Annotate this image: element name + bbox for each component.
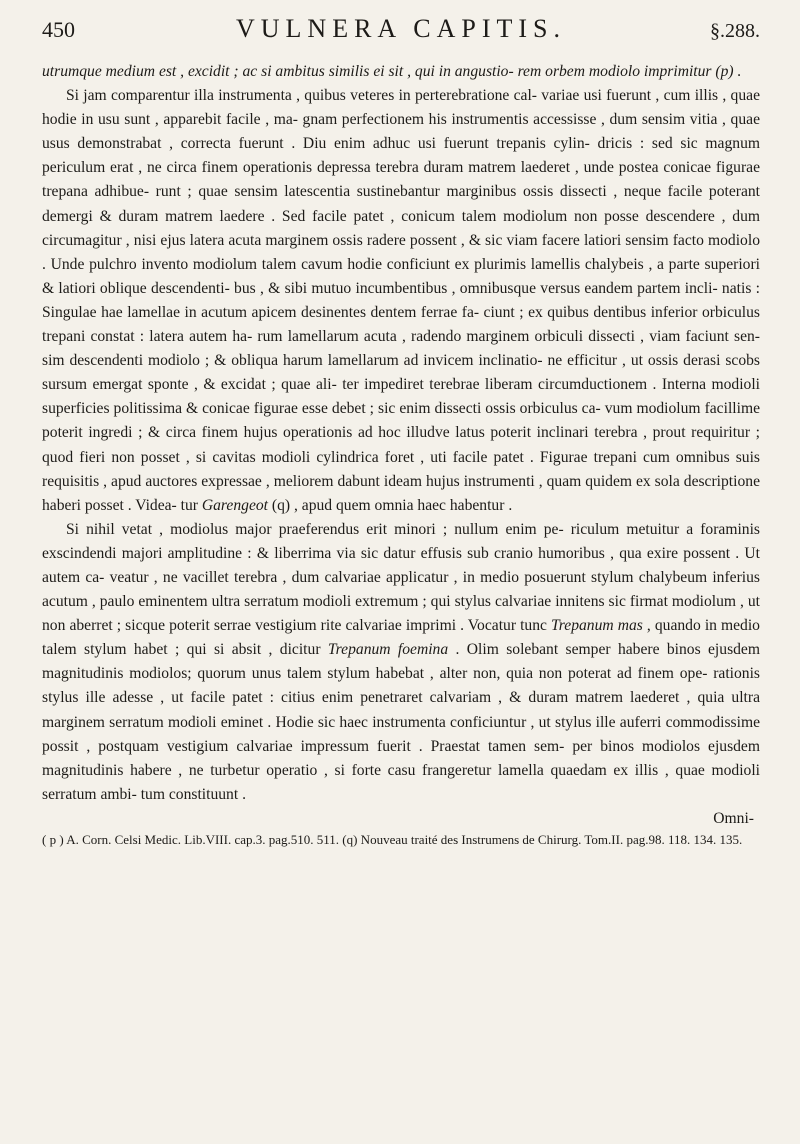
running-head	[42, 14, 760, 60]
italic-text: utrumque medium est , excidit ; ac si ambitus similis ei sit , qui in angustio- rem orbem modiolo imprimitur (p) .	[42, 63, 742, 80]
catchword: Omni-	[713, 809, 754, 827]
italic-text: Trepanum mas	[550, 617, 643, 635]
page-number: 450	[42, 17, 75, 42]
text-run: , quando in medio talem stylum habet ; qui si absit , dicitur	[42, 617, 760, 659]
paragraph	[42, 518, 760, 807]
text-run: (q) , apud quem omnia haec habentur .	[268, 496, 513, 514]
italic-text: Garengeot	[201, 496, 268, 514]
section-number: §.288.	[710, 20, 760, 42]
footnotes	[42, 831, 760, 849]
footnote: ( p ) A. Corn. Celsi Medic. Lib.VIII. cap.3. pag.510. 511. (q) Nouveau traité des Instrumens de Chirurg. Tom.II. pag.98. 118. 134. 135.	[42, 831, 743, 847]
italic-text: Trepanum foemina	[327, 641, 449, 659]
body-text	[42, 60, 760, 807]
running-title: VULNERA CAPITIS.	[235, 14, 566, 43]
paragraph	[42, 60, 760, 84]
text-run: Si jam comparentur illa instrumenta , quibus veteres in perterebratione cal- variae usi fuerunt , cum illis , quae hodie in usu sunt , apparebit facile , ma- gnam perfectionem his instrumentis accessisse , dum sensim vitia , quae usus demonstrabat , correcta fuerunt . Diu enim adhuc usi fuerunt trepanis cylin- dricis : sed sic magnum periculum erat , ne circa finem operationis depressa terebra duram matrem laederet , unde postea conicae figurae trepana adhibue- runt ; quae sensim latescentia sustinebantur marginibus ossis dissecti , neque facile poterant demergi & duram matrem laedere . Sed facile patet , conicum talem modiolum non posse descendere , dum circumagitur , nisi ejus latera acuta marginem ossis radere possent , & sic viam facere latiori sensim facto modiolo . Unde pulchro invento modiolum talem cavum hodie conficiunt ex plurimis lamellis chalybeis , a parte superiori & latiori oblique descendenti- bus , & sibi mutuo incumbentibus , omnibusque versus eandem partem incli- natis : Singulae hae lamellae in acutum apicem desinentes dentem ferrae fa- ciunt ; ex quibus dentibus inferior orbiculus trepani constat : latera autem ha- rum lamellarum acuta , radendo marginem orbiculi dissecti , viam faciunt sen- sim descendenti modiolo ; & obliqua harum lamellarum ad invicem inclinatio- ne efficitur , ut ossis derasi scobs sursum emergat sponte , & excidat ; quae ali- ter impediret terebrae liberam circumductionem . Interna modioli superficies politissima & conicae figurae esse debet ; sic enim dissecti ossis orbiculus ca- vum modiolum facillime poterit ingredi ; & circa finem hujus operationis ad hoc illudve latus poterit inclinari terebra , prout requiritur ; quod fieri non posset , si cavitas modioli cylindrica foret , uti facile patet . Figurae trepani cum omnibus suis requisitis , apud auctores expressae , meliorem dabunt ideam hujus instrumenti , quam quidem ex sola descriptione haberi posset . Videa- tur	[42, 87, 760, 514]
text-run: Si nihil vetat , modiolus major praeferendus erit minori ; nullum enim pe- riculum metuitur a foraminis exscindendi majori amplitudine : & liberrima via sic datur effusis sub cranio humoribus , qua exire possent . Ut autem ca- veatur , ne vacillet terebra , dum calvariae applicatur , in medio posuerunt stylum chalybeum inferius acutum , paulo eminentem ultra serratum modioli extremum ; qui stylus calvariae innitens sic firmat modiolum , ut non aberret ; sicque poterit serrae vestigium rite calvariae imprimi . Vocatur tunc	[42, 520, 760, 635]
paragraph	[42, 84, 760, 518]
text-run: . Olim solebant semper habere binos ejusdem magnitudinis modiolos; quorum unus talem stylum habebat , alter non, quia non poterat ad finem ope- rationis stylus ille adesse , ut facile patet : citius enim penetraret calvariam , & duram matrem laederet , quia ultra marginem serratum modioli eminet . Hodie sic haec instrumenta conficiuntur , ut stylus ille auferri commodissime possit , postquam vestigium calvariae impressum fuerit . Praestat tamen sem- per binos modiolos ejusdem magnitudinis habere , ne turbetur operatio , si forte casu frangeretur lamella quaedam ex illis , quae modioli serratum ambi- tum constituunt .	[42, 641, 760, 803]
